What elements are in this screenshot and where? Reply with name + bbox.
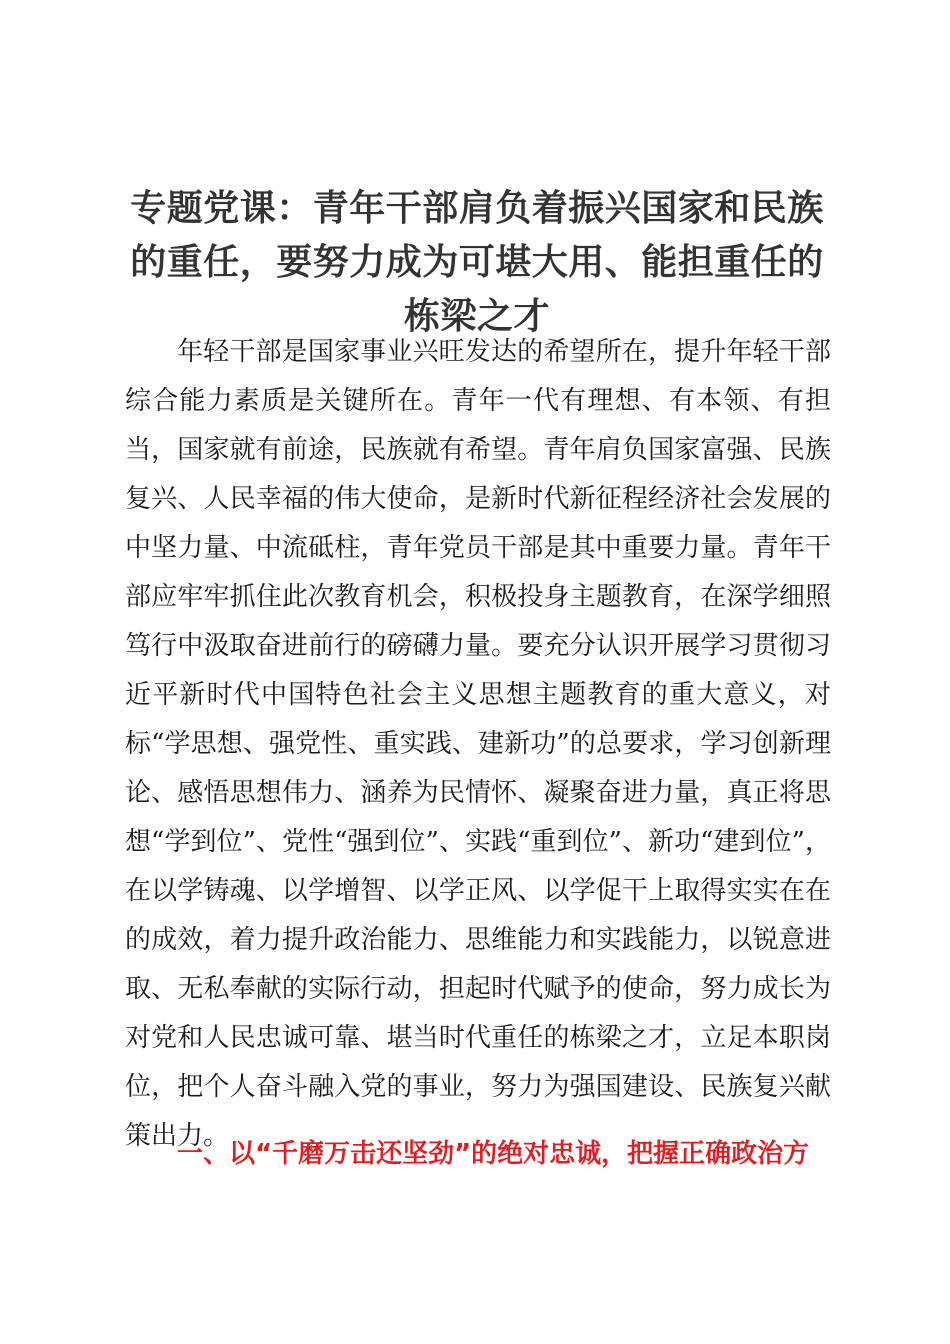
document-title: 专题党课：青年干部肩负着振兴国家和民族的重任，要努力成为可堪大用、能担重任的栋梁之才: [130, 188, 824, 337]
body-paragraph: 年轻干部是国家事业兴旺发达的希望所在，提升年轻干部综合能力素质是关键所在。青年一代有理想、有本领、有担当，国家就有前途，民族就有希望。青年肩负国家富强、民族复兴、人民幸福的伟大使命，是新时代新征程经济社会发展的中坚力量、中流砥柱，青年党员干部是其中重要力量。青年干部应牢牢抓住此次教育机会，积极投身主题教育，在深学细照笃行中汲取奋进前行的磅礴力量。要充分认识开展学习贯彻习近平新时代中国特色社会主义思想主题教育的重大意义，对标“学思想、强党性、重实践、建新功”的总要求，学习创新理论、感悟思想伟力、涵养为民情怀、凝聚奋进力量，真正将思想“学到位”、党性“强到位”、实践“重到位”、新功“建到位”，在以学铸魂、以学增智、以学正风、以学促干上取得实实在在的成效，着力提升政治能力、思维能力和实践能力，以锐意进取、无私奉献的实际行动，担起时代赋予的使命，努力成长为对党和人民忠诚可靠、堪当时代重任的栋梁之才，立足本职岗位，把个人奋斗融入党的事业，努力为强国建设、民族复兴献策出力。: [125, 337, 831, 1151]
section-heading-1: 一、以“千磨万击还坚劲”的绝对忠诚，把握正确政治方: [177, 1139, 810, 1169]
